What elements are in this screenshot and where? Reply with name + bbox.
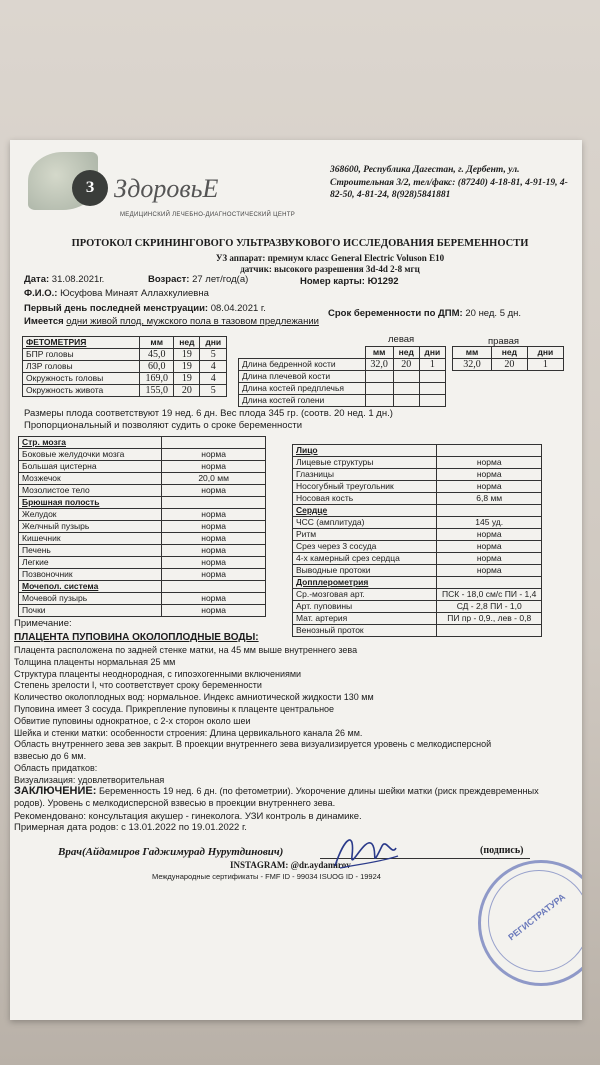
table-row xyxy=(293,481,542,493)
left-side-label: левая xyxy=(388,334,415,345)
fetus-exists-row: Имеется одни живой плод, мужского пола в тазовом предлежании xyxy=(24,316,319,327)
row-label: Сердце xyxy=(293,505,437,517)
organs-right-table xyxy=(292,444,542,637)
col-days: дни xyxy=(527,347,563,359)
table-row xyxy=(293,601,542,613)
row-label: Большая цистерна xyxy=(19,461,162,473)
cell-mm: 169,0 xyxy=(140,373,174,385)
note-line: Визуализация: удовлетворительная xyxy=(14,774,165,785)
fetometry-table xyxy=(22,336,227,397)
protocol-title: ПРОТОКОЛ СКРИНИНГОВОГО УЛЬТРАЗВУКОВОГО ИССЛЕДОВАНИЯ БЕРЕМЕННОСТИ xyxy=(71,238,529,249)
bones-header xyxy=(239,347,446,359)
cell-weeks: 19 xyxy=(174,349,200,361)
row-label: Длина бедренной кости xyxy=(239,359,366,371)
row-value: норма xyxy=(162,569,266,581)
table-row xyxy=(23,361,227,373)
table-row xyxy=(293,613,542,625)
fetometry-header xyxy=(23,337,227,349)
row-label: Носовая кость xyxy=(293,493,437,505)
cell-weeks: 20 xyxy=(393,359,419,371)
row-value: норма xyxy=(437,469,542,481)
bones-header xyxy=(453,347,564,359)
row-label: Срез через 3 сосуда xyxy=(293,541,437,553)
table-row xyxy=(19,545,266,557)
bones-left-table xyxy=(238,346,446,407)
row-value: норма xyxy=(437,457,542,469)
row-label: Брюшная полость xyxy=(19,497,162,509)
section-row xyxy=(293,505,542,517)
age-row: Возраст: 27 лет/год(а) xyxy=(148,274,249,285)
table-row xyxy=(19,473,266,485)
table-row xyxy=(293,625,542,637)
row-value xyxy=(437,577,542,589)
table-row xyxy=(453,359,564,371)
table-row xyxy=(19,521,266,533)
row-value: норма xyxy=(162,521,266,533)
note-line: Количество околоплодных вод: нормальное. Индекс амниотической жидкости 130 мм xyxy=(14,692,374,703)
note-line: Область придатков: xyxy=(14,762,98,773)
row-label: Длина плечевой кости xyxy=(239,371,366,383)
section-row xyxy=(19,497,266,509)
table-row xyxy=(23,385,227,397)
row-value: СД - 2,8 ПИ - 1,0 xyxy=(437,601,542,613)
row-label: Венозный проток xyxy=(293,625,437,637)
row-value: норма xyxy=(162,533,266,545)
col-weeks: нед xyxy=(393,347,419,359)
row-value: норма xyxy=(437,565,542,577)
row-value xyxy=(437,505,542,517)
cell-weeks: 19 xyxy=(174,361,200,373)
cell-weeks: 19 xyxy=(174,373,200,385)
row-label: ЧСС (амплитуда) xyxy=(293,517,437,529)
notes-block xyxy=(14,645,491,787)
table-row xyxy=(19,593,266,605)
cell-weeks: 20 xyxy=(492,359,528,371)
row-label: Желудок xyxy=(19,509,162,521)
table-row xyxy=(239,371,446,383)
row-label: Допплерометрия xyxy=(293,577,437,589)
row-value xyxy=(162,581,266,593)
cell-weeks: 20 xyxy=(174,385,200,397)
conclusion-block xyxy=(14,786,554,809)
row-label: Позвоночник xyxy=(19,569,162,581)
col-mm: мм xyxy=(140,337,174,349)
table-row xyxy=(19,449,266,461)
cell-mm: 155,0 xyxy=(140,385,174,397)
col-weeks: нед xyxy=(174,337,200,349)
card-number-row: Номер карты: Ю1292 xyxy=(300,276,399,287)
col-weeks: нед xyxy=(492,347,528,359)
table-row xyxy=(293,589,542,601)
cell-mm: 60,0 xyxy=(140,361,174,373)
section-row xyxy=(293,577,542,589)
row-label: Мозолистое тело xyxy=(19,485,162,497)
signature-label: (подпись) xyxy=(480,845,524,856)
row-value: норма xyxy=(162,449,266,461)
size-line: Размеры плода соответствуют 19 нед. 6 дн. Вес плода 345 гр. (соотв. 20 нед. 1 дн.) xyxy=(24,408,393,419)
row-label: Окружность живота xyxy=(23,385,140,397)
note-line: Плацента расположена по задней стенке матки, на 45 мм выше внутреннего зева xyxy=(14,645,358,655)
note-line: Область внутреннего зева зев закрыт. В проекции внутреннего зева визуализируется уровень с мелкодисперсной xyxy=(14,739,492,750)
cell-mm: 32,0 xyxy=(365,359,393,371)
table-row xyxy=(293,517,542,529)
section-row xyxy=(293,445,542,457)
cell-days: 5 xyxy=(200,349,227,361)
table-row xyxy=(293,469,542,481)
cell-mm: 32,0 xyxy=(453,359,492,371)
note-line: Толщина плаценты нормальная 25 мм xyxy=(14,656,176,667)
table-row xyxy=(293,565,542,577)
remark-label: Примечание: xyxy=(14,618,72,629)
row-label: Стр. мозга xyxy=(19,437,162,449)
col-mm: мм xyxy=(453,347,492,359)
row-label: Мочепол. система xyxy=(19,581,162,593)
row-label: Почки xyxy=(19,605,162,617)
note-line: Обвитие пуповины однократное, с 2-х сторон около шеи xyxy=(14,715,251,726)
document-page xyxy=(10,140,582,1020)
row-label: Печень xyxy=(19,545,162,557)
row-value xyxy=(162,497,266,509)
table-row xyxy=(19,485,266,497)
row-label: 4-х камерный срез сердца xyxy=(293,553,437,565)
clinic-logo-name: ЗдоровьЕ xyxy=(114,174,219,203)
fetometry-title: ФЕТОМЕТРИЯ xyxy=(23,337,140,349)
bones-right-table xyxy=(452,346,564,371)
row-label: Мат. артерия xyxy=(293,613,437,625)
table-row xyxy=(23,349,227,361)
lmp-row: Первый день последней менструации: 08.04.2021 г. xyxy=(24,303,266,314)
table-row xyxy=(293,541,542,553)
cell-days: 1 xyxy=(419,359,445,371)
doctor-name: Врач(Айдамиров Гаджимурад Нурутдинович) xyxy=(58,846,284,858)
row-label: Лицевые структуры xyxy=(293,457,437,469)
sensor-info: датчик: высокого разрешения 3d-4d 2-8 мгц xyxy=(240,264,420,274)
cell-days: 5 xyxy=(200,385,227,397)
row-value: норма xyxy=(437,541,542,553)
recommendation: Рекомендовано: консультация акушер - гинеколога. УЗИ контроль в динамике. xyxy=(14,811,362,822)
table-row xyxy=(23,373,227,385)
row-label: ЛЗР головы xyxy=(23,361,140,373)
cell-days: 4 xyxy=(200,373,227,385)
conclusion-title: ЗАКЛЮЧЕНИЕ: xyxy=(14,785,97,797)
row-value xyxy=(437,625,542,637)
row-label: Арт. пуповины xyxy=(293,601,437,613)
logo-emblem: З xyxy=(72,170,108,206)
row-label: БПР головы xyxy=(23,349,140,361)
table-row xyxy=(239,383,446,395)
row-label: Легкие xyxy=(19,557,162,569)
device-info: УЗ аппарат: премиум класс General Electric Voluson E10 xyxy=(215,253,445,263)
row-value: 20,0 мм xyxy=(162,473,266,485)
row-label: Длина костей предплечья xyxy=(239,383,366,395)
row-value: норма xyxy=(437,481,542,493)
row-label: Длина костей голени xyxy=(239,395,366,407)
cell-days: 1 xyxy=(527,359,563,371)
row-value: 6,8 мм xyxy=(437,493,542,505)
blank-cell xyxy=(239,347,366,359)
row-value: норма xyxy=(162,605,266,617)
row-label: Желчный пузырь xyxy=(19,521,162,533)
row-value: норма xyxy=(437,529,542,541)
table-row xyxy=(239,359,446,371)
section-row xyxy=(19,581,266,593)
row-value: норма xyxy=(162,593,266,605)
size-line-2: Пропорциональный и позволяют судить о сроке беременности xyxy=(24,420,302,431)
cell-days: 4 xyxy=(200,361,227,373)
row-label: Боковые желудочки мозга xyxy=(19,449,162,461)
term-row: Срок беременности по ДПМ: 20 нед. 5 дн. xyxy=(328,308,522,319)
row-label: Окружность головы xyxy=(23,373,140,385)
col-mm: мм xyxy=(365,347,393,359)
row-value xyxy=(162,437,266,449)
row-value xyxy=(437,445,542,457)
date-row: Дата: 31.08.2021г. xyxy=(24,274,105,285)
row-value: 145 уд. xyxy=(437,517,542,529)
row-value: норма xyxy=(162,545,266,557)
row-label: Глазницы xyxy=(293,469,437,481)
table-row xyxy=(19,569,266,581)
table-row xyxy=(19,605,266,617)
note-line: взвесью до 6 мм. xyxy=(14,751,87,762)
row-value: ПСК - 18,0 см/с ПИ - 1,4 xyxy=(437,589,542,601)
clinic-logo-subtitle: МЕДИЦИНСКИЙ ЛЕЧЕБНО-ДИАГНОСТИЧЕСКИЙ ЦЕНТР xyxy=(120,212,296,218)
table-row xyxy=(19,533,266,545)
conclusion-text: Беременность 19 нед. 6 дн. (по фетометрии). Укорочение длины шейки матки (риск преждевременных родов). Уровень с мелкодисперсной взвесью в проекции внутреннего зева. xyxy=(14,786,539,808)
note-line: Степень зрелости I, что соответствует сроку беременности xyxy=(14,680,262,691)
row-label: Выводные протоки xyxy=(293,565,437,577)
table-row xyxy=(293,493,542,505)
row-label: Ср.-мозговая арт. xyxy=(293,589,437,601)
stamp-text: РЕГИСТРАТУРА xyxy=(506,891,568,943)
row-value: ПИ пр - 0,9., лев - 0,8 xyxy=(437,613,542,625)
row-label: Мозжечок xyxy=(19,473,162,485)
certificates: Международные сертификаты - FMF ID - 99034 ISUOG ID - 19924 xyxy=(152,872,381,881)
signature-scribble xyxy=(330,826,400,886)
row-label: Ритм xyxy=(293,529,437,541)
row-value: норма xyxy=(162,557,266,569)
section-row xyxy=(19,437,266,449)
row-value: норма xyxy=(162,509,266,521)
table-row xyxy=(19,461,266,473)
table-row xyxy=(19,557,266,569)
note-line: Шейка и стенки матки: особенности строения: Длина цервикального канала 26 мм. xyxy=(14,727,363,738)
instagram-handle: INSTAGRAM: @dr.aydamirov xyxy=(230,860,351,870)
row-label: Кишечник xyxy=(19,533,162,545)
table-row xyxy=(293,529,542,541)
row-value: норма xyxy=(162,485,266,497)
clinic-address: 368600, Республика Дагестан, г. Дербент, ул. Строительная 3/2, тел/факс: (87240) 4-18-81, 4-91-19, 4-82-50, 4-81-24, 8(928)5841881 xyxy=(330,165,568,200)
row-label: Лицо xyxy=(293,445,437,457)
row-label: Мочевой пузырь xyxy=(19,593,162,605)
note-line: Пуповина имеет 3 сосуда. Прикрепление пуповины к плаценте центральное xyxy=(14,703,335,714)
placenta-title: ПЛАЦЕНТА ПУПОВИНА ОКОЛОПЛОДНЫЕ ВОДЫ: xyxy=(14,632,259,643)
row-label: Носогубный треугольник xyxy=(293,481,437,493)
due-date: Примерная дата родов: с 13.01.2022 по 19.01.2022 г. xyxy=(14,822,247,833)
cell-mm: 45,0 xyxy=(140,349,174,361)
col-days: дни xyxy=(200,337,227,349)
table-row xyxy=(239,395,446,407)
col-days: дни xyxy=(419,347,445,359)
row-value: норма xyxy=(437,553,542,565)
right-side-label: правая xyxy=(488,336,520,347)
row-value: норма xyxy=(162,461,266,473)
organs-left-table xyxy=(18,436,266,617)
note-line: Структура плаценты неоднородная, с гипоэхогенными включениями xyxy=(14,668,302,679)
table-row xyxy=(293,553,542,565)
table-row xyxy=(19,509,266,521)
table-row xyxy=(293,457,542,469)
patient-name-row: Ф.И.О.: Юсуфова Минаят Аллахкулиевна xyxy=(24,288,209,299)
